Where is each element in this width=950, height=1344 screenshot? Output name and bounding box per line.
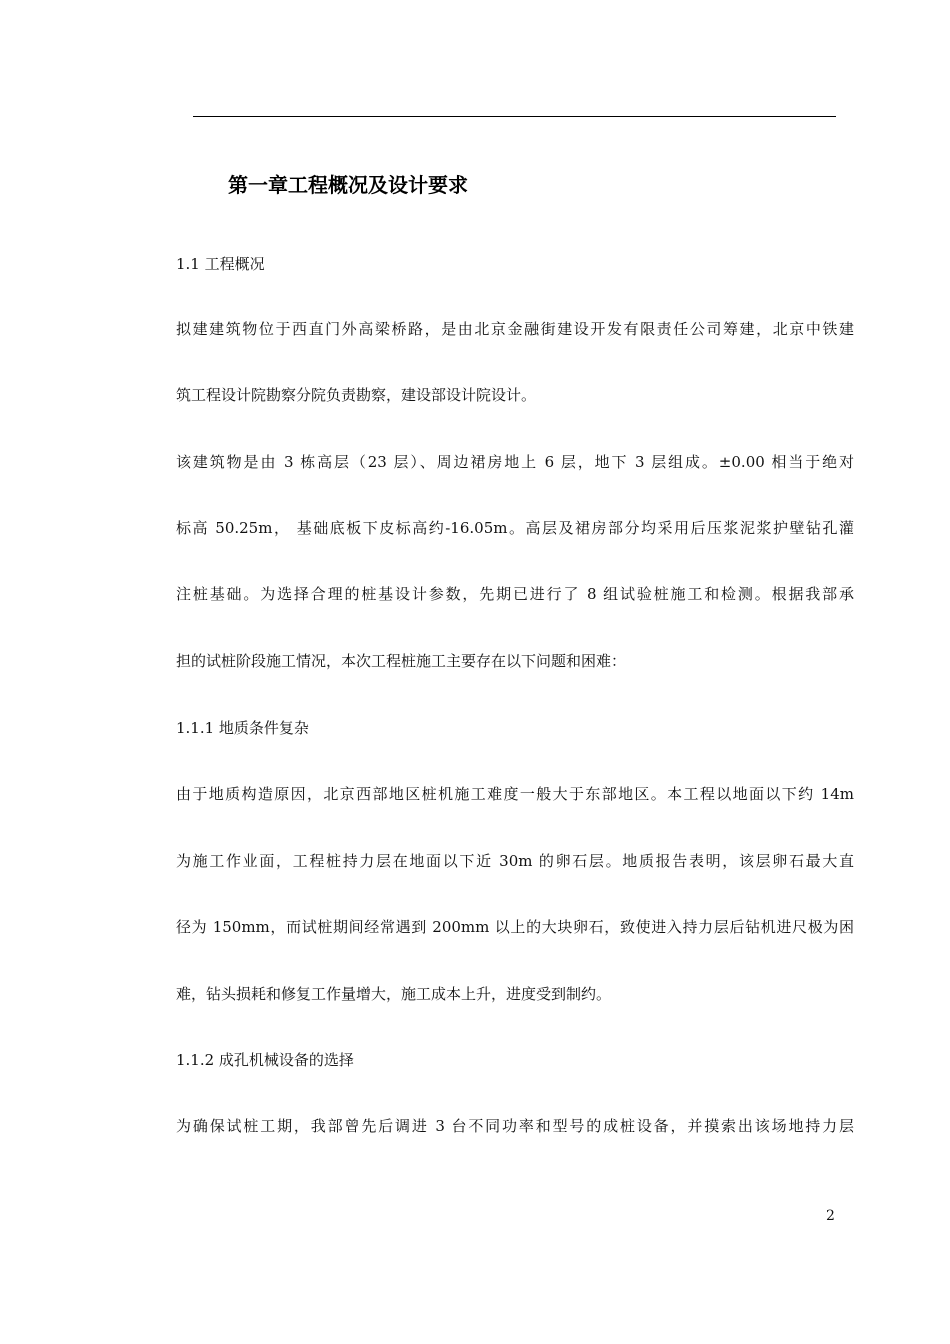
paragraph-line: 担的试桩阶段施工情况，本次工程桩施工主要存在以下问题和困难： [176,652,627,670]
paragraph-line: 该建筑物是由 3 栋高层（23 层）、周边裙房地上 6 层，地下 3 层组成。±0.00 相当于绝对 [176,453,854,471]
paragraph-line: 为确保试桩工期，我部曾先后调进 3 台不同功率和型号的成桩设备，并摸索出该场地持力层 [176,1117,854,1135]
paragraph-line: 为施工作业面，工程桩持力层在地面以下近 30m 的卵石层。地质报告表明，该层卵石最大直 [176,852,854,870]
section-heading-1-1: 1.1 工程概况 [176,255,265,273]
header-rule [193,116,836,117]
page-number: 2 [826,1208,835,1224]
paragraph-line: 标高 50.25m， 基础底板下皮标高约-16.05m。高层及裙房部分均采用后压浆泥浆护壁钻孔灌 [176,519,854,537]
paragraph-line: 径为 150mm，而试桩期间经常遇到 200mm 以上的大块卵石，致使进入持力层后钻机进尺极为困 [176,918,854,936]
paragraph-line: 注桩基础。为选择合理的桩基设计参数，先期已进行了 8 组试验桩施工和检测。根据我部承 [176,585,854,603]
paragraph-line: 拟建建筑物位于西直门外高梁桥路，是由北京金融街建设开发有限责任公司筹建，北京中铁建 [176,320,854,338]
paragraph-line: 筑工程设计院勘察分院负责勘察，建设部设计院设计。 [176,386,537,404]
section-heading-1-1-2: 1.1.2 成孔机械设备的选择 [176,1051,354,1069]
section-heading-1-1-1: 1.1.1 地质条件复杂 [176,719,309,737]
paragraph-line: 难，钻头损耗和修复工作量增大，施工成本上升，进度受到制约。 [176,985,612,1003]
chapter-title: 第一章工程概况及设计要求 [228,173,468,197]
paragraph-line: 由于地质构造原因，北京西部地区桩机施工难度一般大于东部地区。本工程以地面以下约 14m [176,785,854,803]
